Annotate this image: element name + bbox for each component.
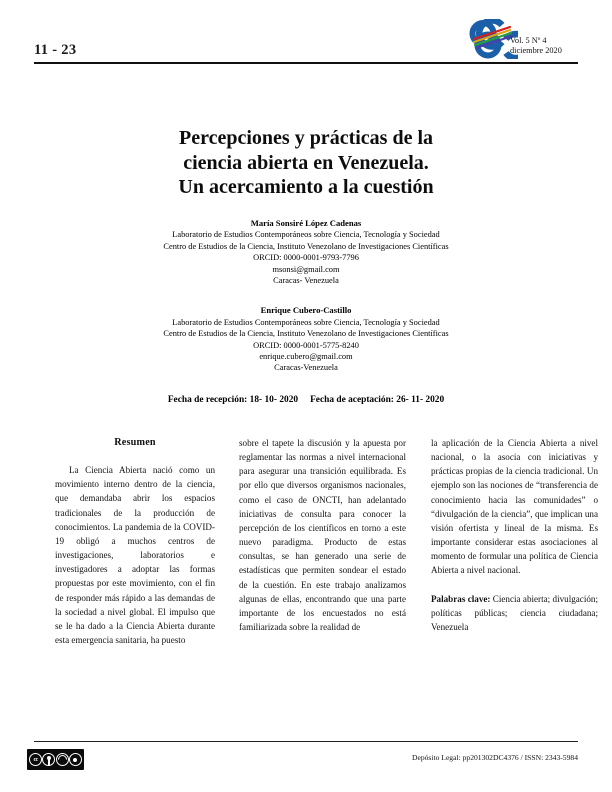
abstract-text-part-3: la aplicación de la Ciencia Abierta a nivel nacional, o la asocia con iniciativas y prácticas propias de la ciencia tradicional. Un ejemplo son las nociones de “transferencia de conocimiento hacia las comunidades” o “divulgación de la ciencia”, que implican una visión ofertista y lineal de la misma. Es importante considerar estas asociaciones al momento de formular una política de Ciencia Abierta a nivel nacional. <box>431 438 598 576</box>
article-title-line-1: Percepciones y prácticas de la <box>178 127 433 149</box>
cc-by-icon <box>42 753 55 766</box>
author-block <box>66 218 546 286</box>
keywords <box>431 592 598 634</box>
abstract-column-1 <box>55 436 215 647</box>
author-orcid: ORCID: 0000-0001-5775-8240 <box>253 340 359 350</box>
article-title <box>106 126 506 200</box>
author-name: María Sonsiré López Cadenas <box>250 218 362 228</box>
author-location: Caracas-Venezuela <box>274 363 338 373</box>
author-affiliation-2: Centro de Estudios de la Ciencia, Instituto Venezolano de Investigaciones Científicas <box>163 329 449 339</box>
acceptance-date: Fecha de aceptación: 26- 11- 2020 <box>310 395 445 405</box>
submission-dates <box>66 395 546 405</box>
journal-logo-block <box>466 19 578 63</box>
abstract-text-part-2: sobre el tapete la discusión y la apuesta por reglamentar las normas a nivel internacional para asegurar una transición equilibrada. Es por ello que diversos organismos nacionales, como el caso de ONCTI, han adelantado iniciativas de consulta para conocer la percepción de los científicos en torno a este nuevo paradigma. Producto de estas consultas, se han generado una serie de estadísticas que permiten sondear el estado de la cuestión. En este trabajo analizamos algunas de ellas, encontrando que una parte importante de los encuestados no está familiarizada sobre la realidad de <box>239 438 406 633</box>
author-location: Caracas- Venezuela <box>273 276 339 286</box>
footer-divider <box>34 741 578 742</box>
authors-section <box>66 218 546 386</box>
author-affiliation-2: Centro de Estudios de la Ciencia, Instituto Venezolano de Investigaciones Científicas <box>163 241 449 251</box>
keywords-label: Palabras clave: <box>431 593 491 604</box>
article-title-line-3: Un acercamiento a la cuestión <box>178 176 434 198</box>
keywords-value: Ciencia abierta; divulgación; políticas públicas; ciencia ciudadana; Venezuela <box>431 593 598 632</box>
creative-commons-license-badge[interactable] <box>27 749 84 770</box>
page-header <box>0 0 612 92</box>
author-orcid: ORCID: 0000-0001-9793-7796 <box>253 253 359 263</box>
author-block <box>66 305 546 373</box>
cc-nc-icon <box>56 753 69 766</box>
abstract-column-3 <box>431 436 598 634</box>
abstract-text-part-1: La Ciencia Abierta nació como un movimiento interno dentro de la ciencia, que demandaba abrir los espacios tradicionales de la producción de conocimientos. La pandemia de la COVID-19 obligó a muchos centros de investigaciones, laboratorios e investigadores a adoptar las formas propuestas por este movimiento, con el fin de responder más rápido a las demandas de la sociedad a nivel global. El impulso que se le ha dado a la Ciencia Abierta durante esta emergencia sanitaria, ha puesto <box>55 465 215 646</box>
article-title-line-2: ciencia abierta en Venezuela. <box>183 151 429 174</box>
reception-date: Fecha de recepción: 18- 10- 2020 <box>167 395 299 405</box>
cc-sa-icon <box>69 753 82 766</box>
deposito-legal-issn: Depósito Legal: pp201302DC4376 / ISSN: 2343-5984 <box>411 753 578 762</box>
author-affiliation-1: Laboratorio de Estudios Contemporáneos sobre Ciencia, Tecnología y Sociedad <box>172 230 440 240</box>
abstract-section <box>33 436 598 706</box>
author-affiliation-1: Laboratorio de Estudios Contemporáneos sobre Ciencia, Tecnología y Sociedad <box>172 317 440 327</box>
volume-number: Vol. 5 Nº 4 <box>510 36 547 45</box>
volume-info <box>510 36 562 55</box>
volume-date: diciembre 2020 <box>510 45 562 55</box>
abstract-column-2 <box>239 436 406 634</box>
author-name: Enrique Cubero-Castillo <box>260 305 352 316</box>
author-email[interactable]: msonsi@gmail.com <box>272 264 340 274</box>
abstract-heading: Resumen <box>114 437 156 448</box>
page-range: 11 - 23 <box>34 42 77 58</box>
author-email[interactable]: enrique.cubero@gmail.com <box>259 352 353 362</box>
cc-icon: cc <box>29 753 42 766</box>
